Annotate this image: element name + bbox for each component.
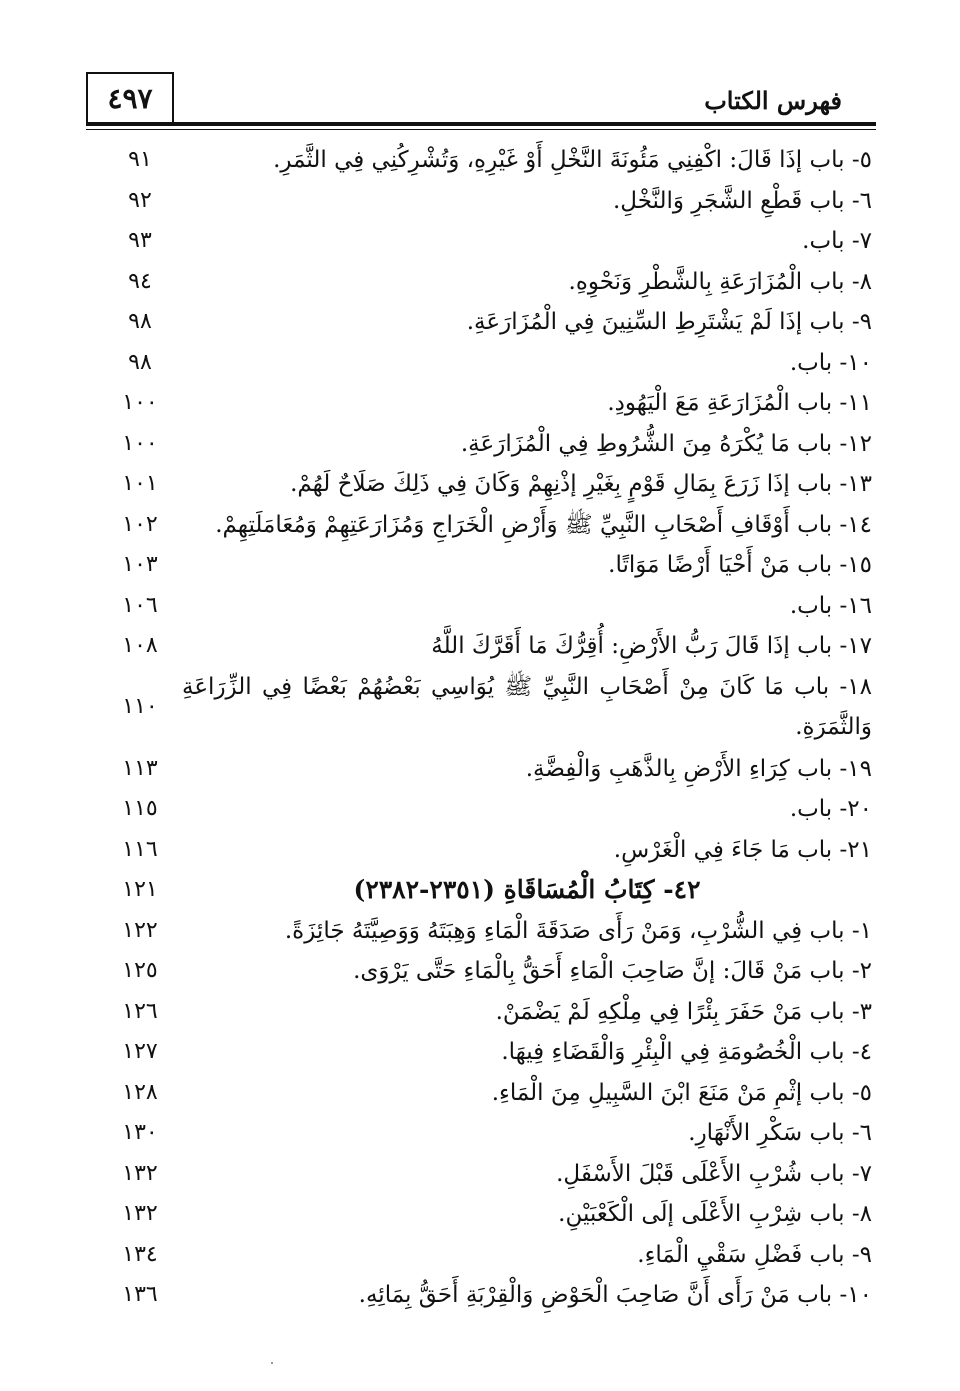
toc-row [100,545,872,586]
toc-page-number: ١٢٥ [122,958,158,983]
toc-page-number: ١٢٧ [122,1039,158,1064]
toc-page-number: ١٠٠ [122,390,158,415]
toc-row [100,1194,872,1235]
toc-row [100,911,872,952]
toc-row [100,586,872,627]
toc-entry-title: ٨- باب الْمُزَارَعَةِ بِالشَّطْرِ وَنَحْوِهِ. [568,268,872,295]
toc-entry-title: ١١- باب الْمُزَارَعَةِ مَعَ الْيَهُودِ. [607,390,872,416]
toc-row [100,830,872,871]
toc-row [100,1275,872,1316]
toc-page-number: ٩١ [128,147,152,172]
toc-entry-title: ٨- باب شِرْبِ الأَعْلَى إلَى الْكَعْبَيْنِ. [558,1201,872,1227]
toc-page-number: ١١٣ [122,755,158,781]
toc-entry-title: ١٠- باب. [789,349,872,376]
toc-row [100,951,872,992]
toc-row [100,1073,872,1114]
toc-page-number: ١٣٠ [122,1120,158,1145]
toc-page-number: ١١٥ [122,796,158,821]
toc-page-number: ١٢٢ [122,917,158,943]
toc-page-number: ١٢١ [122,877,158,902]
toc-row [100,343,872,384]
toc-entry-title: ٧- باب. [802,228,872,254]
toc-page-number: ١١٦ [122,836,158,862]
toc-page-number: ١٠٣ [122,552,158,577]
book-heading-title: ٤٢- كِتَابُ الْمُسَاقَاةِ (٢٣٥١-٢٣٨٢) [353,875,701,904]
toc-entry-title: ٧- باب شُرْبِ الأَعْلَى قَبْلَ الأَسْفَلِ. [556,1160,872,1187]
toc-entry-title: ١٢- باب مَا يُكْرَهُ مِنَ الشُّرُوطِ فِي الْمُزَارَعَةِ. [460,430,872,457]
toc-entry-title: ١٧- باب إذَا قَالَ رَبُّ الأَرْضِ: أُقِرُّكَ مَا أَقَرَّكَ اللَّهُ [431,633,872,659]
toc-page-number: ٩٤ [128,268,152,294]
toc-row [100,140,872,181]
toc-entry-title: ١٣- باب إذَا زَرَعَ بِمَالِ قَوْمٍ بِغَيْرِ إذْنِهِمْ وَكَانَ فِي ذَلِكَ صَلَاحٌ لَهُمْ. [290,471,872,497]
toc-row [100,667,872,749]
toc-row [100,789,872,830]
toc-page-number: ١٠٨ [122,633,158,658]
toc-entry-title: ١٦- باب. [789,592,872,619]
toc-entry-title: ١٤- باب أَوْقَافِ أَصْحَابِ النَّبِيِّ ﷺ وَأَرْضِ الْخَرَاجِ وَمُزَارَعَتِهِمْ وَمُعَامَلَتِهِمْ. [215,511,872,538]
toc-entry-title: ١٩- باب كِرَاءِ الأَرْضِ بِالذَّهَبِ وَالْفِضَّةِ. [525,755,872,782]
toc-page-number: ١٣٦ [122,1282,158,1307]
header-rule-thick [86,122,876,126]
toc-row [100,181,872,222]
toc-entry-title: ٦- باب قَطْعِ الشَّجَرِ وَالنَّخْلِ. [612,187,872,214]
toc-page-number: ٩٢ [128,187,152,213]
toc-row [100,626,872,667]
toc-entry-title: ١٥- باب مَنْ أَحْيَا أَرْضًا مَوَاتًا. [608,552,872,578]
book-heading-row [100,870,872,911]
toc-row [100,992,872,1033]
toc-row [100,262,872,303]
toc-entry-title: ٢- باب مَنْ قَالَ: إنَّ صَاحِبَ الْمَاءِ أَحَقُّ بِالْمَاءِ حَتَّى يَرْوَى. [353,958,872,984]
scan-speck [271,1362,273,1364]
toc-page-number: ١٠٢ [122,511,158,537]
toc-row [100,1235,872,1276]
toc-page-number: ١٣٢ [122,1201,158,1226]
toc-entry-title: ٩- باب إذَا لَمْ يَشْتَرِطِ السِّنِينَ فِي الْمُزَارَعَةِ. [466,309,872,335]
toc-entry-title: ٢١- باب مَا جَاءَ فِي الْغَرْسِ. [613,836,872,863]
toc-row [100,505,872,546]
toc-entry-title: ٩- باب فَضْلِ سَقْيِ الْمَاءِ. [637,1241,872,1268]
toc-entry-title: ١٠- باب مَنْ رَأَى أَنَّ صَاحِبَ الْحَوْضِ وَالْقِرْبَةِ أَحَقُّ بِمَائِهِ. [358,1282,872,1308]
table-of-contents [100,140,872,1316]
toc-entry-title: ٤- باب الْخُصُومَةِ فِي الْبِئْرِ وَالْقَضَاءِ فِيهَا. [501,1039,872,1065]
toc-page-number: ٩٨ [128,309,152,334]
toc-row [100,383,872,424]
toc-entry-title: ٦- باب سَكْرِ الأَنْهَارِ. [688,1120,872,1146]
toc-row [100,464,872,505]
toc-page-number: ١٢٦ [122,998,158,1024]
toc-row [100,749,872,790]
toc-row [100,424,872,465]
toc-entry-title: ٣- باب مَنْ حَفَرَ بِئْرًا فِي مِلْكِهِ لَمْ يَضْمَنْ. [495,998,872,1025]
toc-page-number: ١٣٢ [122,1160,158,1186]
toc-page-number: ٩٣ [128,228,152,253]
toc-row [100,1113,872,1154]
toc-row [100,1154,872,1195]
page-header [86,72,876,124]
running-title: فهرس الكتاب [704,86,842,115]
toc-entry-title: ٢٠- باب. [789,796,872,822]
toc-page-number: ١٣٤ [122,1241,158,1267]
toc-page-number: ١٠١ [122,471,158,496]
toc-entry-title: ٥- باب إذَا قَالَ: اكْفِنِي مَئُونَةَ النَّخْلِ أَوْ غَيْرِهِ، وَتُشْرِكُنِي فِي الثَّمَرِ. [273,147,872,173]
page-number: ٤٩٧ [86,72,174,122]
header-rule-thin [86,129,876,130]
toc-page-number: ١٢٨ [122,1079,158,1105]
toc-page-number: ١١٠ [122,693,158,719]
toc-page-number: ٩٨ [128,349,152,375]
toc-row [100,302,872,343]
toc-row [100,221,872,262]
toc-page-number: ١٠٠ [122,430,158,456]
toc-entry-title: ١٨- باب مَا كَانَ مِنْ أَصْحَابِ النَّبِيِّ ﷺ يُوَاسِي بَعْضُهُمْ بَعْضًا فِي الزِّرَاعَةِ وَالثَّمَرَةِ. [182,673,872,740]
toc-page-number: ١٠٦ [122,592,158,618]
toc-row [100,1032,872,1073]
toc-entry-title: ١- باب فِي الشُّرْبِ، وَمَنْ رَأَى صَدَقَةَ الْمَاءِ وَهِبَتَهُ وَوَصِيَّتَهُ جَائِزَةً. [284,917,872,944]
toc-entry-title: ٥- باب إثْمِ مَنْ مَنَعَ ابْنَ السَّبِيلِ مِنَ الْمَاءِ. [491,1079,872,1106]
